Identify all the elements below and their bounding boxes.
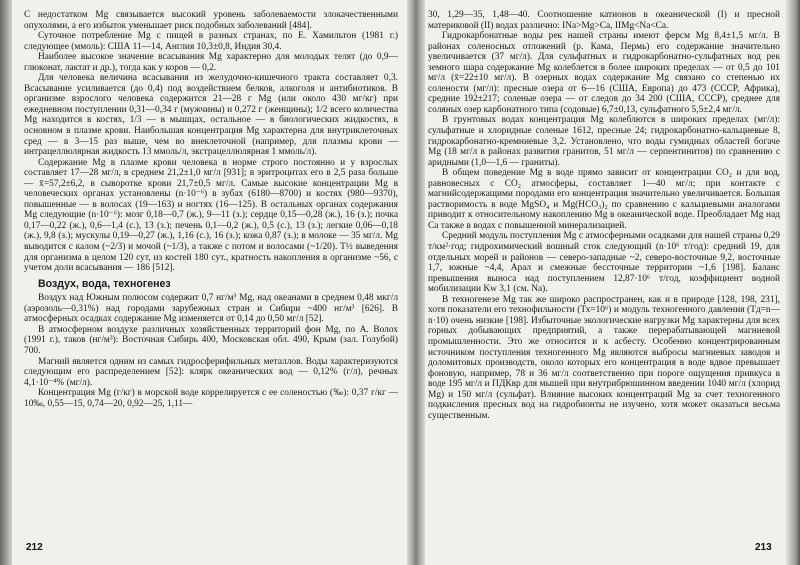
page-number-right: 213 bbox=[755, 542, 772, 553]
left-page bbox=[24, 10, 398, 409]
paragraph: Наиболее высокое значение всасывания Mg характерно для молодых телят (до 0,9—глюконат, лактат и др.), тогда как у коров — 0,2. bbox=[24, 52, 398, 73]
paragraph: В грунтовых водах концентрация Mg колеблются в широких пределах (мг/л): сульфатные и хлоридные соленые 1612, пресные 24; гидрокарбонатно-кальциевые 8, гидрокарбонатно-кремниевые 3,2. Установлено, что воды гумидных областей богаче Mg (18 мг/л в районах развития гранитов, 51 мг/л — серпентинитов) по сравнению с аридными (1,0—1,6 — граниты). bbox=[428, 115, 780, 168]
paragraph: Гидрокарбонатные воды рек нашей страны имеют ферсм Mg 8,4±1,5 мг/л. В районах соленосных отложений (р. Кама, Пермь) его содержание значительно увеличивается (37 мг/л). Для сульфатных и гидрокарбонатно-сульфатных вод рек земного шара содержание Mg колеблется в более широких пределах — от 0,5 до 101 мг/л (x̄=22±10 мг/л). В озерных водах содержание Mg связано со степенью их солености (мг/л): пресные озера от 6—16 (США, Европа) до 473 (СССР, Африка), средние 192±217; соленые озера — от следов до 34 200 (США, СССР), среднее для соляных озер карбонатного типа (содовые) 6,7±0,13, сульфатного 5,5±2,4 мг/л. bbox=[428, 31, 780, 115]
book-gutter bbox=[407, 0, 425, 565]
page-edge-left bbox=[0, 0, 12, 565]
section-heading: Воздух, вода, техногенез bbox=[38, 277, 171, 290]
paragraph: В атмосферном воздухе различных хозяйственных территорий фон Mg, по А. Волох (1991 г.), таков (нг/м³): Восточная Сибирь 400, Московская обл. 490, Крым (зал. Голубой) 700. bbox=[24, 324, 398, 356]
paragraph: В техногенезе Mg так же широко распространен, как и в природе [128, 198, 231], хотя показатели его технофильности (Тх=10⁶) и модуль техногенного давления (Тд=n—n·10) очень низкие [198]. Избыточные экологические нагрузки Mg характерны для всех горных добывающих предприятий, а также перерабатывающей магниевой промышленности. Это же относится и к асбесту. Особенно концентрированным источником поступления техногенного Mg являются выбросы магниевых заводов и доломитовых производств, около которых его концентрация в воде вдвое превышает фоновую, например, 78 и 36 мг/л соответственно при пороге ощущения привкуса в воде 195 мг/л и ПДКвр для мышей при внутрибрюшинном введении 1040 мг/л (хлорид Mg) и 150 мг/л (сульфат). Влияние высоких концентраций Mg за счет техногенного подкисления пресных вод на гидробионты не изучено, хотя может оказаться весьма существенным. bbox=[428, 294, 780, 421]
paragraph: Концентрация Mg (г/кг) в морской воде коррелируется с ее соленостью (‰): 0,37 г/кг — 10‰, 0,55—15, 0,74—20, 0,92—25, 1,11— bbox=[24, 388, 398, 409]
right-page bbox=[428, 10, 780, 421]
page-edge-right bbox=[786, 0, 800, 565]
paragraph: Воздух над Южным полюсом содержит 0,7 нг/м³ Mg, над океанами в среднем 0,48 мкг/л (аэрозоль—0,31%) над городами зарубежных стран и Сибири ~400 нг/м³ [626]. В атмосферных осадках содержание Mg изменяется от 0,14 до 0,50 мг/л [52]. bbox=[24, 293, 398, 325]
paragraph: Магний является одним из самых гидросферифильных металлов. Воды характеризуются следующим его распределением [52]: клярк океанических вод — 0,12% (г/л), речных 4,1·10⁻⁴% (мг/л). bbox=[24, 356, 398, 388]
paragraph: Содержание Mg в плазме крови человека в норме строго постоянно и у взрослых составляет 17—28 мг/л, в среднем 21,2±1,0 мг/л [931]; в эритроцитах его в 2,5 раза больше — x̄=57,2±6,2, в сыворотке крови 21,7±0,5 мг/л. Самые высокие концентрации Mg в человеческих органах установлены (n·10⁻⁶) в зубах (6180—8700) и костях (980—9370), повышенные — в волосах (19—163) и ногтях (16—125). В остальных органах содержания Mg следующие (n·10⁻⁶): мозг 0,18—0,7 (ж.), 9—11 (з.); сердце 0,15—0,28 (ж.), 16 (з.); почка 0,17—0,22 (ж.), 0,6—1,4 (с.), 13 (з.); печень 0,1—0,2 (ж.), 0,5 (с.), 13 (з.); легкие 0,06—0,18 (ж.), 9,8 (з.); мускулы 0,19—0,27 (ж.), 1,16 (с.), 16 (з.); кожа 0,87 (з.); в молоке — 35 мг/л. Mg выводится с калом (~2/3) и мочой (~1/3), а также с потом и волосами (~1/20). T½ выведения для организма в целом 120 сут, из костей 180 сут., кратность накопления в организме ~56, с учетом доли всасывания — 186 [512]. bbox=[24, 157, 398, 274]
paragraph: Средний модуль поступления Mg с атмосферными осадками для нашей страны 0,29 т/км²·год; гидрохимический вошный сток следующий (n·10⁶ т/год): средний 19, для отдельных морей и районов — северо-западные ~2, северо-восточные 9,2, восточные 1,7, южные ~4,4, Арал и смежные бессточные территории ~1,6 [198]. Баланс превышения выноса над поступлением 12,87·10⁶ т/год, коэффициент водной мобилизации Kw 3,1 (см. Na). bbox=[428, 231, 780, 295]
paragraph: 30, 1,29—35, 1,48—40. Соотношение катионов в океанической (I) и пресной материковой (II) водах различно: INa>Mg>Ca, IIMg<Na<Ca. bbox=[428, 10, 780, 31]
page-number-left: 212 bbox=[26, 542, 43, 553]
paragraph: Суточное потребление Mg с пищей в разных странах, по Е. Хамильтон (1981 г.) следующее (ммоль): США 11—14, Англия 10,3±0,8, Индия 30,4. bbox=[24, 31, 398, 52]
paragraph: В общем поведение Mg в воде прямо зависит от концентрации CO₂ и для вод, равновесных с CO₂ атмосферы, составляет 1—40 мг/л; при контакте с магнийсодержащими породами его концентрация значительно увеличивается. Большая растворимость в воде MgSO₄ и Mg(HCO₃)₂ по сравнению с кальциевыми аналогами приводит к относительному накоплению Mg в океанической воде. Преобладает Mg над Ca также в водах с повышенной минерализацией. bbox=[428, 168, 780, 231]
paragraph: С недостатком Mg связывается высокий уровень заболеваемости злокачественными опухолями, а его избыток уменьшает риск подобных заболеваний [484]. bbox=[24, 10, 398, 31]
paragraph: Для человека величина всасывания из желудочно-кишечного тракта составляет 0,3. Всасывание усиливается (до 0,4) под воздействием белков, алкоголя и антибиотиков. В организме взрослого человека содержится 21—28 г Mg (или около 430 мг/кг) при ежедневном поступлении 0,31—0,34 г (мужчины) и 0,272 г (женщины); 1/2 всего количества Mg находится в костях, 1/3 — в мышцах, остальное — в биологических жидкостях, в основном в плазме крови. Наибольшая концентрация Mg характерна для внутриклеточных сред — в 3—15 раз выше, чем во внеклеточной (например, для плазмы крови — интрацеллюлярная жидкость 13 ммоль/л, экстрацеллюлярная 1 ммоль/л). bbox=[24, 73, 398, 158]
